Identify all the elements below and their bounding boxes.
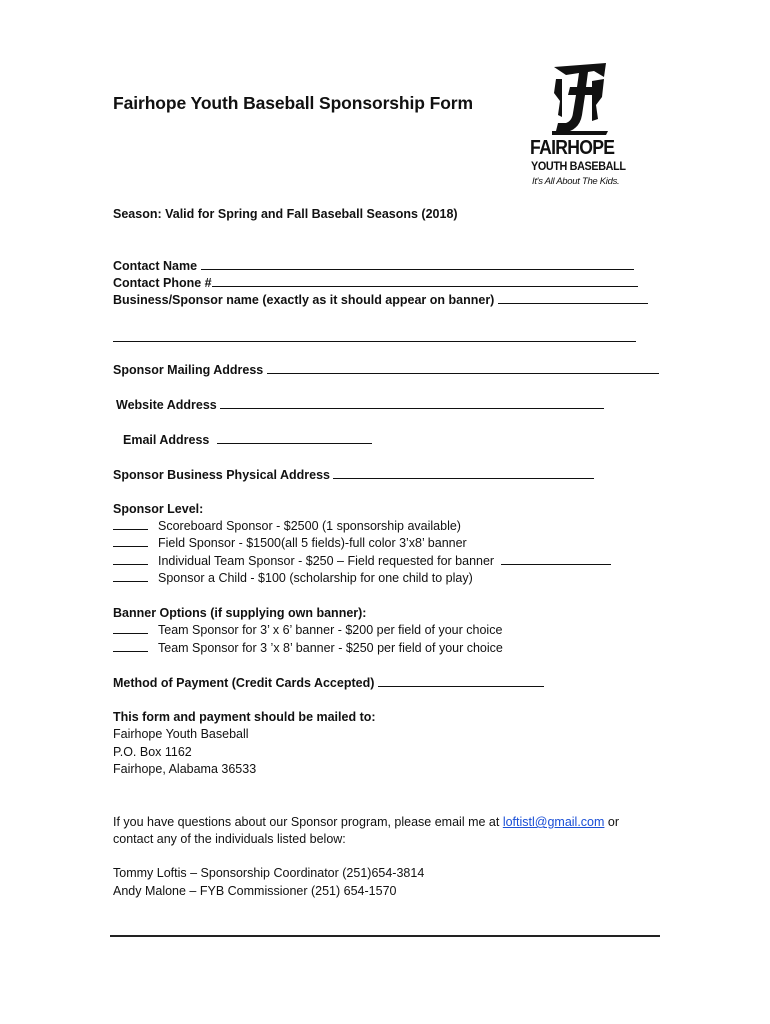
business-name-field[interactable] <box>498 292 648 304</box>
banner-option <box>113 640 503 656</box>
questions-line-2: contact any of the individuals listed below: <box>113 832 346 846</box>
sponsor-option <box>113 535 467 551</box>
business-name-label: Business/Sponsor name (exactly as it should appear on banner) <box>113 293 495 307</box>
mailing-address-label: Sponsor Mailing Address <box>113 363 264 377</box>
fairhope-f-emblem-icon <box>548 57 612 137</box>
season-text: Season: Valid for Spring and Fall Baseball Seasons (2018) <box>113 207 458 221</box>
contact-phone-label: Contact Phone # <box>113 276 212 290</box>
banner-options-heading: Banner Options (if supplying own banner): <box>113 606 367 620</box>
contact-name-field[interactable] <box>201 258 634 270</box>
physical-address-field[interactable] <box>333 467 594 479</box>
sponsor-option-checkbox[interactable] <box>113 553 148 565</box>
banner-option-checkbox[interactable] <box>113 640 148 652</box>
contact-name-label: Contact Name <box>113 259 198 273</box>
contact-phone-field[interactable] <box>212 275 638 287</box>
field-requested-field[interactable] <box>501 553 611 565</box>
payment-label: Method of Payment (Credit Cards Accepted) <box>113 676 375 690</box>
sponsor-option-checkbox[interactable] <box>113 570 148 582</box>
sponsor-option-checkbox[interactable] <box>113 535 148 547</box>
payment-row <box>113 675 544 691</box>
sponsor-level-heading: Sponsor Level: <box>113 502 204 516</box>
questions-pre: If you have questions about our Sponsor program, please email me at <box>113 815 503 829</box>
contact-person: Tommy Loftis – Sponsorship Coordinator (251)654-3814 <box>113 866 425 880</box>
payment-field[interactable] <box>378 675 544 687</box>
physical-address-row <box>113 467 594 483</box>
mailing-address-field[interactable] <box>267 362 659 374</box>
sponsor-option-label: Individual Team Sponsor - $250 – Field requested for banner <box>158 554 495 568</box>
sponsor-option-checkbox[interactable] <box>113 518 148 530</box>
sponsor-option-label: Field Sponsor - $1500(all 5 fields)-full color 3’x8’ banner <box>158 536 467 550</box>
mail-address-line: Fairhope Youth Baseball <box>113 727 249 741</box>
website-row <box>116 397 604 413</box>
sponsor-option-label: Scoreboard Sponsor - $2500 (1 sponsorship available) <box>158 519 461 533</box>
logo-subtitle: YOUTH BASEBALL <box>531 159 626 173</box>
email-field[interactable] <box>217 432 372 444</box>
sponsor-option <box>113 553 611 569</box>
email-link[interactable]: loftistl@gmail.com <box>502 815 605 829</box>
physical-address-label: Sponsor Business Physical Address <box>113 468 330 482</box>
mail-heading: This form and payment should be mailed to: <box>113 710 376 724</box>
mailing-address-row <box>113 362 659 378</box>
sponsor-option-label: Sponsor a Child - $100 (scholarship for one child to play) <box>158 571 473 585</box>
website-label: Website Address <box>116 398 217 412</box>
logo-name: FAIRHOPE <box>530 137 615 159</box>
banner-option-label: Team Sponsor for 3’ x 6’ banner - $200 per field of your choice <box>158 623 503 637</box>
mail-address-line: P.O. Box 1162 <box>113 745 192 759</box>
website-field[interactable] <box>220 397 604 409</box>
questions-post: or <box>604 815 620 829</box>
contact-person: Andy Malone – FYB Commissioner (251) 654-1570 <box>113 884 397 898</box>
banner-option-checkbox[interactable] <box>113 622 148 634</box>
bottom-divider <box>110 935 660 937</box>
banner-option-label: Team Sponsor for 3 ’x 8’ banner - $250 per field of your choice <box>158 641 503 655</box>
mail-address-line: Fairhope, Alabama 36533 <box>113 762 257 776</box>
sponsor-option <box>113 518 461 534</box>
email-label: Email Address <box>123 433 210 447</box>
page-title: Fairhope Youth Baseball Sponsorship Form <box>113 93 473 113</box>
business-name-continuation-field[interactable] <box>113 341 636 342</box>
questions-text <box>113 814 619 830</box>
email-row <box>123 432 372 448</box>
fairhope-logo <box>526 57 646 189</box>
logo-tagline: It's All About The Kids. <box>532 176 620 187</box>
business-name-row <box>113 292 648 308</box>
banner-option <box>113 622 502 638</box>
sponsor-option <box>113 570 473 586</box>
contact-name-row <box>113 258 634 274</box>
contact-phone-row <box>113 275 638 291</box>
